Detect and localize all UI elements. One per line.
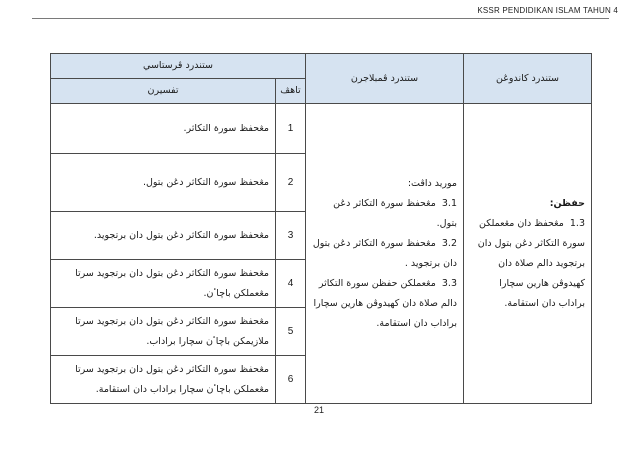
curriculum-table xyxy=(50,53,592,404)
item-text: مڠحفظ دان مڠعملکن سورة التكاثر دڠن بتول دان برتجويد دالم صلاة دان کهيدوڤن هارين سچارا براداب دان استقامة. xyxy=(477,217,585,309)
standard-pembelajaran-item xyxy=(312,274,457,334)
item-number: 3.2 xyxy=(441,237,457,249)
header-standard-prestasi: ستندرد ڤرستاسي xyxy=(51,54,306,79)
standard-pembelajaran-item xyxy=(312,234,457,274)
header-standard-kandungan: ستندرد کاندوڠن xyxy=(464,54,592,104)
item-text: مڠحفظ سورة التكاثر دڠن بتول. xyxy=(333,197,457,229)
tafsiran-1: مڠحفظ سورة التكاثر. xyxy=(51,104,276,154)
tafsiran-2: مڠحفظ سورة التكاثر دڠن بتول. xyxy=(51,154,276,212)
tahap-6: 6 xyxy=(276,356,306,404)
running-header: KSSR PENDIDIKAN ISLAM TAHUN 4 xyxy=(477,6,618,15)
item-text: مڠحفظ سورة التكاثر دڠن بتول دان برتجويد . xyxy=(312,237,457,269)
tahap-3: 3 xyxy=(276,212,306,260)
item-number: 1.3 xyxy=(569,217,585,229)
tafsiran-3: مڠحفظ سورة التكاثر دڠن بتول دان برتجويد. xyxy=(51,212,276,260)
standard-pembelajaran-item xyxy=(312,194,457,234)
standard-kandungan-heading: حفظن: xyxy=(549,197,585,209)
curriculum-table-container xyxy=(50,53,591,404)
item-text: مڠعملکن حفظن سورة التكاثر دالم صلاة دان کهيدوڤن هارين سچارا براداب دان استقامة. xyxy=(313,277,457,329)
standard-kandungan-item xyxy=(470,214,585,314)
page-number: 21 xyxy=(313,405,324,415)
item-number: 3.1 xyxy=(441,197,457,209)
header-tahap: تاهڤ xyxy=(276,79,306,104)
standard-pembelajaran-intro: موريد داڤت: xyxy=(407,177,457,189)
header-tafsiran: تفسيرن xyxy=(51,79,276,104)
tahap-5: 5 xyxy=(276,308,306,356)
tahap-1: 1 xyxy=(276,104,306,154)
tahap-4: 4 xyxy=(276,260,306,308)
tafsiran-5: مڠحفظ سورة التكاثر دڠن بتول دان برتجويد سرتا ملازيمکن باچاٴن سچارا براداب. xyxy=(51,308,276,356)
header-standard-pembelajaran: ستندرد ڤمبلاجرن xyxy=(306,54,464,104)
item-number: 3.3 xyxy=(441,277,457,289)
tahap-2: 2 xyxy=(276,154,306,212)
standard-kandungan-cell xyxy=(464,104,592,404)
header-divider xyxy=(32,18,609,19)
standard-pembelajaran-cell xyxy=(306,104,464,404)
tafsiran-4: مڠحفظ سورة التكاثر دڠن بتول دان برتجويد سرتا مڠعملکن باچاٴن. xyxy=(51,260,276,308)
tafsiran-6: مڠحفظ سورة التكاثر دڠن بتول دان برتجويد سرتا مڠعملکن باچاٴن سچارا براداب دان استقامة. xyxy=(51,356,276,404)
